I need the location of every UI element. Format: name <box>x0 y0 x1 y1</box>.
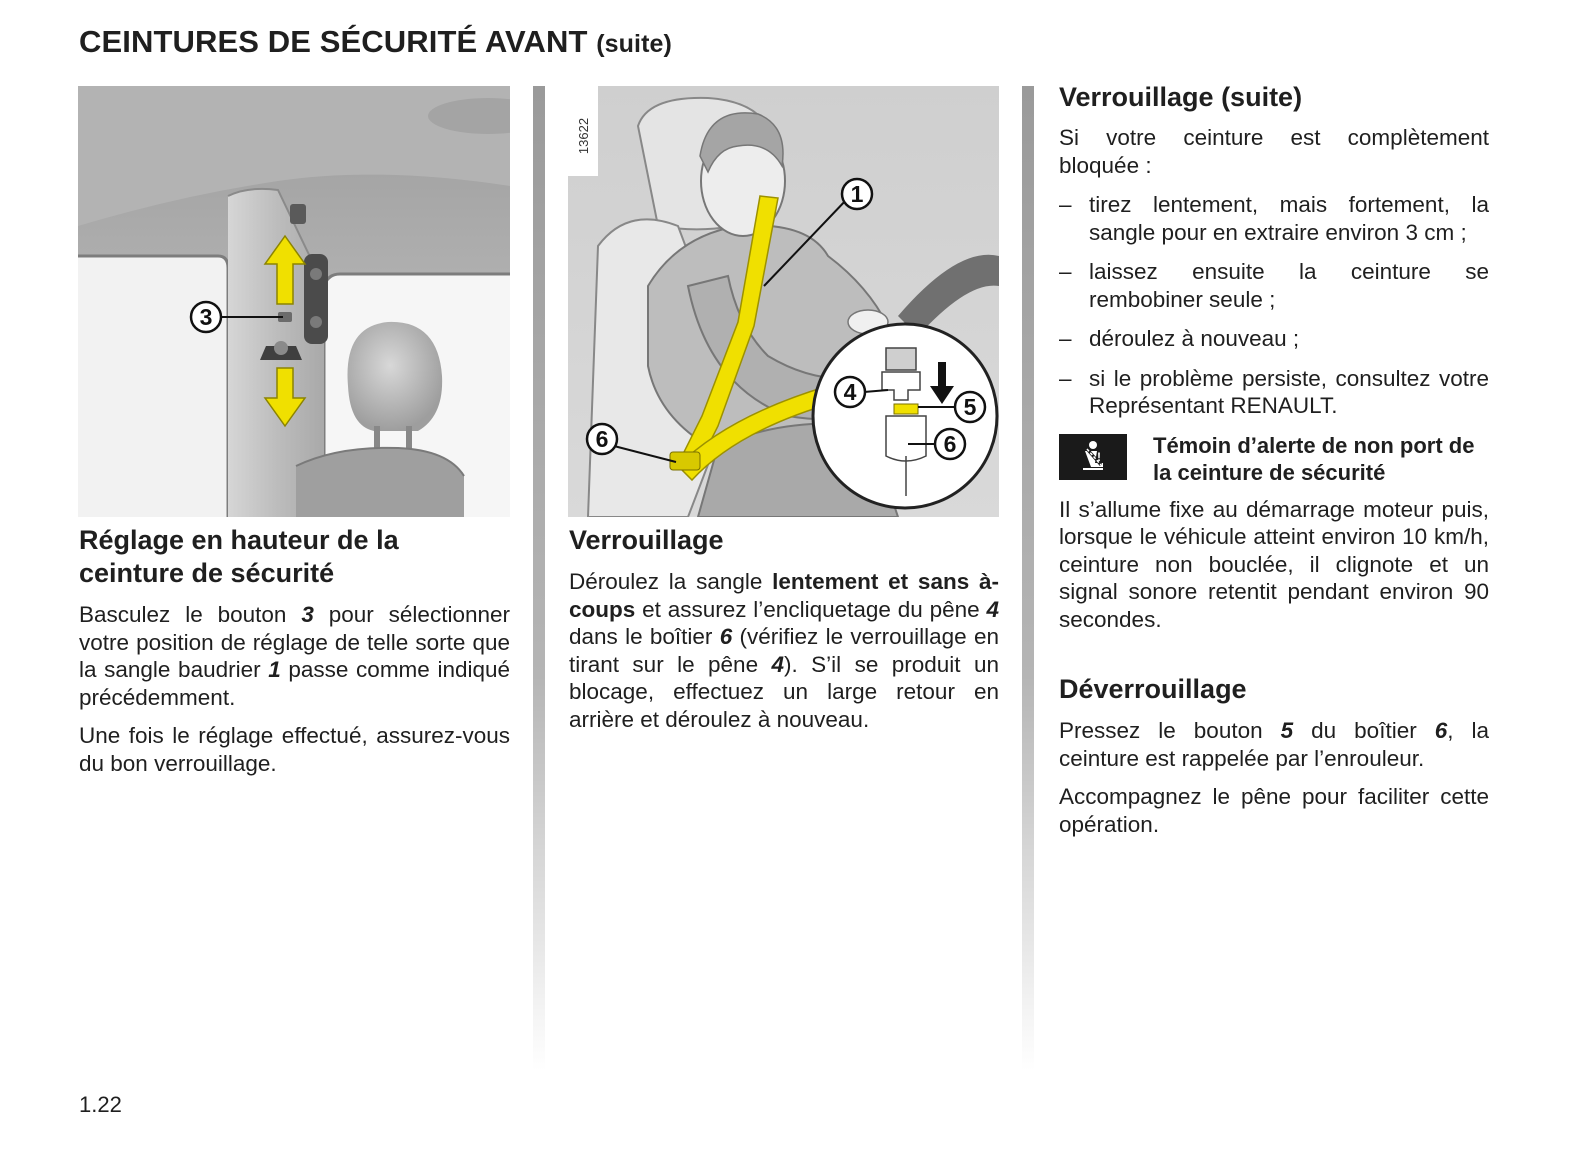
callout-4: 4 <box>843 379 857 405</box>
column-locking <box>569 524 999 733</box>
height-adjust-paragraph-1: Basculez le bouton 3 pour sélectionner votre position de réglage de telle sorte que la sangle baudrier 1 passe comme indiqué précédemment. <box>79 602 511 710</box>
list-item: – si le problème persiste, consultez votre Représentant RENAULT. <box>1059 365 1489 420</box>
column-height-adjustment <box>79 524 510 777</box>
pillar-adjuster-photo <box>78 86 510 517</box>
callout-3: 3 <box>199 304 213 330</box>
seatbelt-warning-text: Il s’allume fixe au démarrage moteur puis, lorsque le véhicule atteint environ 10 km/h, ceinture non bouclée, il clignote et un signal sonore retentit pendant environ 90 secondes. <box>1059 496 1489 632</box>
page-title <box>79 24 672 60</box>
locking-heading: Verrouillage <box>569 525 724 555</box>
svg-text:!: ! <box>1097 449 1101 464</box>
callout-6-left: 6 <box>595 426 609 452</box>
list-item: – déroulez à nouveau ; <box>1059 325 1489 353</box>
page-number: 1.22 <box>79 1092 122 1117</box>
page-title-text: CEINTURES DE SÉCURITÉ AVANT <box>79 24 588 59</box>
callout-1: 1 <box>850 181 864 207</box>
seatbelt-warning-title: Témoin d’alerte de non port de la ceinture de sécurité <box>1153 432 1475 485</box>
figure-reference-number: 13622 <box>576 117 591 155</box>
height-adjust-paragraph-2: Une fois le réglage effectué, assurez-vous du bon verrouillage. <box>79 723 510 776</box>
unlocking-paragraph-1: Pressez le bouton 5 du boîtier 6, la ceinture est rappelée par l’enrouleur. <box>1059 718 1489 771</box>
seatbelt-warning-icon <box>1059 434 1127 480</box>
blocked-belt-intro: Si votre ceinture est complètement bloquée : <box>1059 125 1489 178</box>
driver-seatbelt-illustration <box>568 86 999 517</box>
height-adjust-heading: Réglage en hauteur de la ceinture de sécurité <box>79 525 399 588</box>
callout-5: 5 <box>963 394 977 420</box>
locking-paragraph: Déroulez la sangle lentement et sans à-coups et assurez l’encliquetage du pêne 4 dans le boîtier 6 (vérifiez le verrouillage en tirant sur le pêne 4). S’il se produit un blocage, effectuez un large retour en arrière et déroulez à nouveau. <box>569 569 1000 732</box>
unlocking-paragraph-2: Accompagnez le pêne pour faciliter cette opération. <box>1059 784 1489 837</box>
column-divider-1 <box>533 86 545 1071</box>
list-item: – laissez ensuite la ceinture se rembobiner seule ; <box>1059 258 1489 313</box>
unlocking-heading: Déverrouillage <box>1059 674 1247 704</box>
locking-continued-heading: Verrouillage (suite) <box>1059 82 1303 112</box>
column-locking-continued <box>1059 81 1489 838</box>
blocked-belt-steps <box>1059 191 1489 420</box>
list-item: – tirez lentement, mais fortement, la sangle pour en extraire environ 3 cm ; <box>1059 191 1489 246</box>
page-title-suffix: (suite) <box>596 30 672 58</box>
seatbelt-warning-block <box>1059 432 1489 486</box>
callout-6-inset: 6 <box>943 431 957 457</box>
column-divider-2 <box>1022 86 1034 1071</box>
